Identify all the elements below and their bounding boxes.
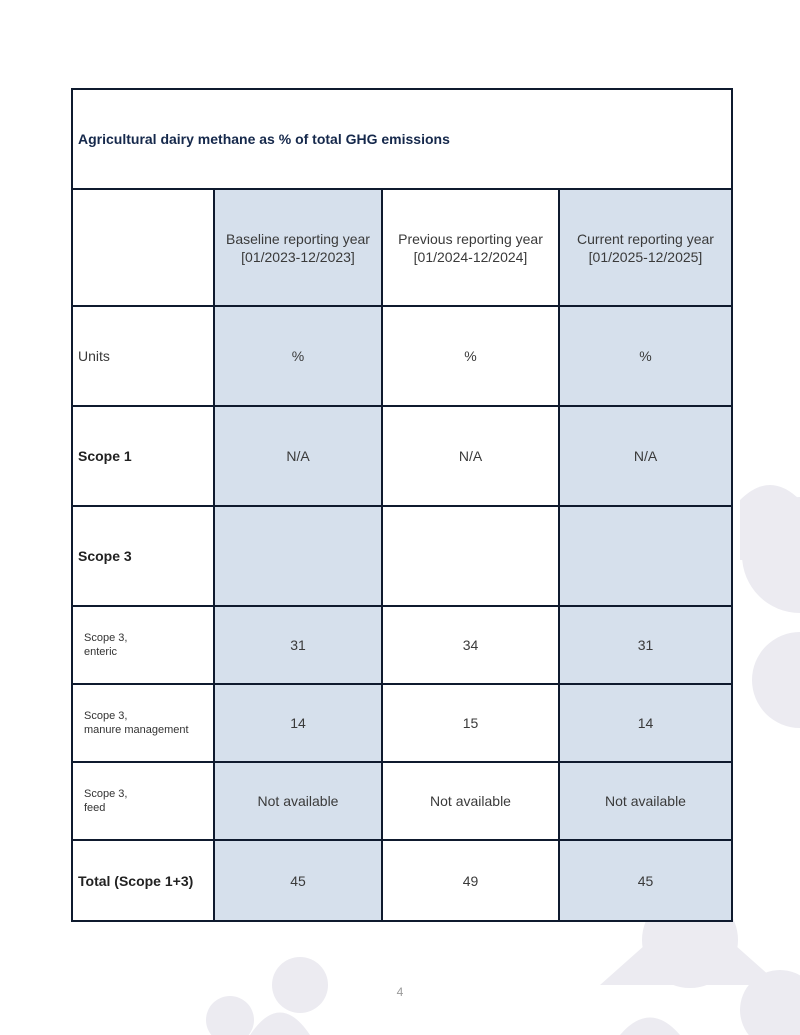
table-row-feed — [72, 762, 732, 840]
table-title: Agricultural dairy methane as % of total GHG emissions — [72, 89, 732, 189]
table-row-scope1 — [72, 406, 732, 506]
row-label-manure-line1: Scope 3, — [84, 710, 128, 722]
row-label-feed — [72, 762, 214, 840]
row-label-total: Total (Scope 1+3) — [72, 840, 214, 921]
table-row-total — [72, 840, 732, 921]
cell-total-current: 45 — [559, 840, 732, 921]
table-row-units — [72, 306, 732, 406]
row-label-enteric — [72, 606, 214, 684]
cell-total-baseline: 45 — [214, 840, 382, 921]
cell-manure-previous: 15 — [382, 684, 559, 762]
row-label-manure — [72, 684, 214, 762]
column-header-current-period: [01/2025-12/2025] — [588, 248, 703, 265]
cell-feed-baseline: Not available — [214, 762, 382, 840]
row-label-manure-line2: manure management — [84, 724, 189, 736]
cell-manure-current: 14 — [559, 684, 732, 762]
cell-units-current: % — [559, 306, 732, 406]
column-header-previous-title: Previous reporting year — [398, 230, 543, 247]
row-label-scope3: Scope 3 — [72, 506, 214, 606]
cell-scope1-current: N/A — [559, 406, 732, 506]
emissions-table — [71, 88, 733, 922]
table-row-enteric — [72, 606, 732, 684]
column-header-baseline-period: [01/2023-12/2023] — [241, 248, 355, 265]
cell-feed-current: Not available — [559, 762, 732, 840]
column-header-current-title: Current reporting year — [577, 230, 714, 247]
header-empty-cell — [72, 189, 214, 306]
column-header-current — [559, 189, 732, 306]
column-header-previous — [382, 189, 559, 306]
row-label-feed-line1: Scope 3, — [84, 788, 128, 800]
cell-scope1-previous: N/A — [382, 406, 559, 506]
row-label-units: Units — [72, 306, 214, 406]
cell-scope3-current — [559, 506, 732, 606]
cell-units-baseline: % — [214, 306, 382, 406]
cell-enteric-previous: 34 — [382, 606, 559, 684]
row-label-scope1: Scope 1 — [72, 406, 214, 506]
column-header-baseline-title: Baseline reporting year — [226, 230, 370, 247]
row-label-feed-line2: feed — [84, 802, 106, 814]
table-row-manure — [72, 684, 732, 762]
cell-units-previous: % — [382, 306, 559, 406]
cell-scope3-baseline — [214, 506, 382, 606]
cell-manure-baseline: 14 — [214, 684, 382, 762]
row-label-enteric-line2: enteric — [84, 646, 118, 658]
header-row — [72, 189, 732, 306]
cell-enteric-current: 31 — [559, 606, 732, 684]
cell-enteric-baseline: 31 — [214, 606, 382, 684]
row-label-enteric-line1: Scope 3, — [84, 632, 128, 644]
cell-total-previous: 49 — [382, 840, 559, 921]
cell-feed-previous: Not available — [382, 762, 559, 840]
column-header-previous-period: [01/2024-12/2024] — [413, 248, 528, 265]
cell-scope1-baseline: N/A — [214, 406, 382, 506]
table-row-scope3 — [72, 506, 732, 606]
page-number: 4 — [396, 985, 404, 999]
cell-scope3-previous — [382, 506, 559, 606]
column-header-baseline — [214, 189, 382, 306]
